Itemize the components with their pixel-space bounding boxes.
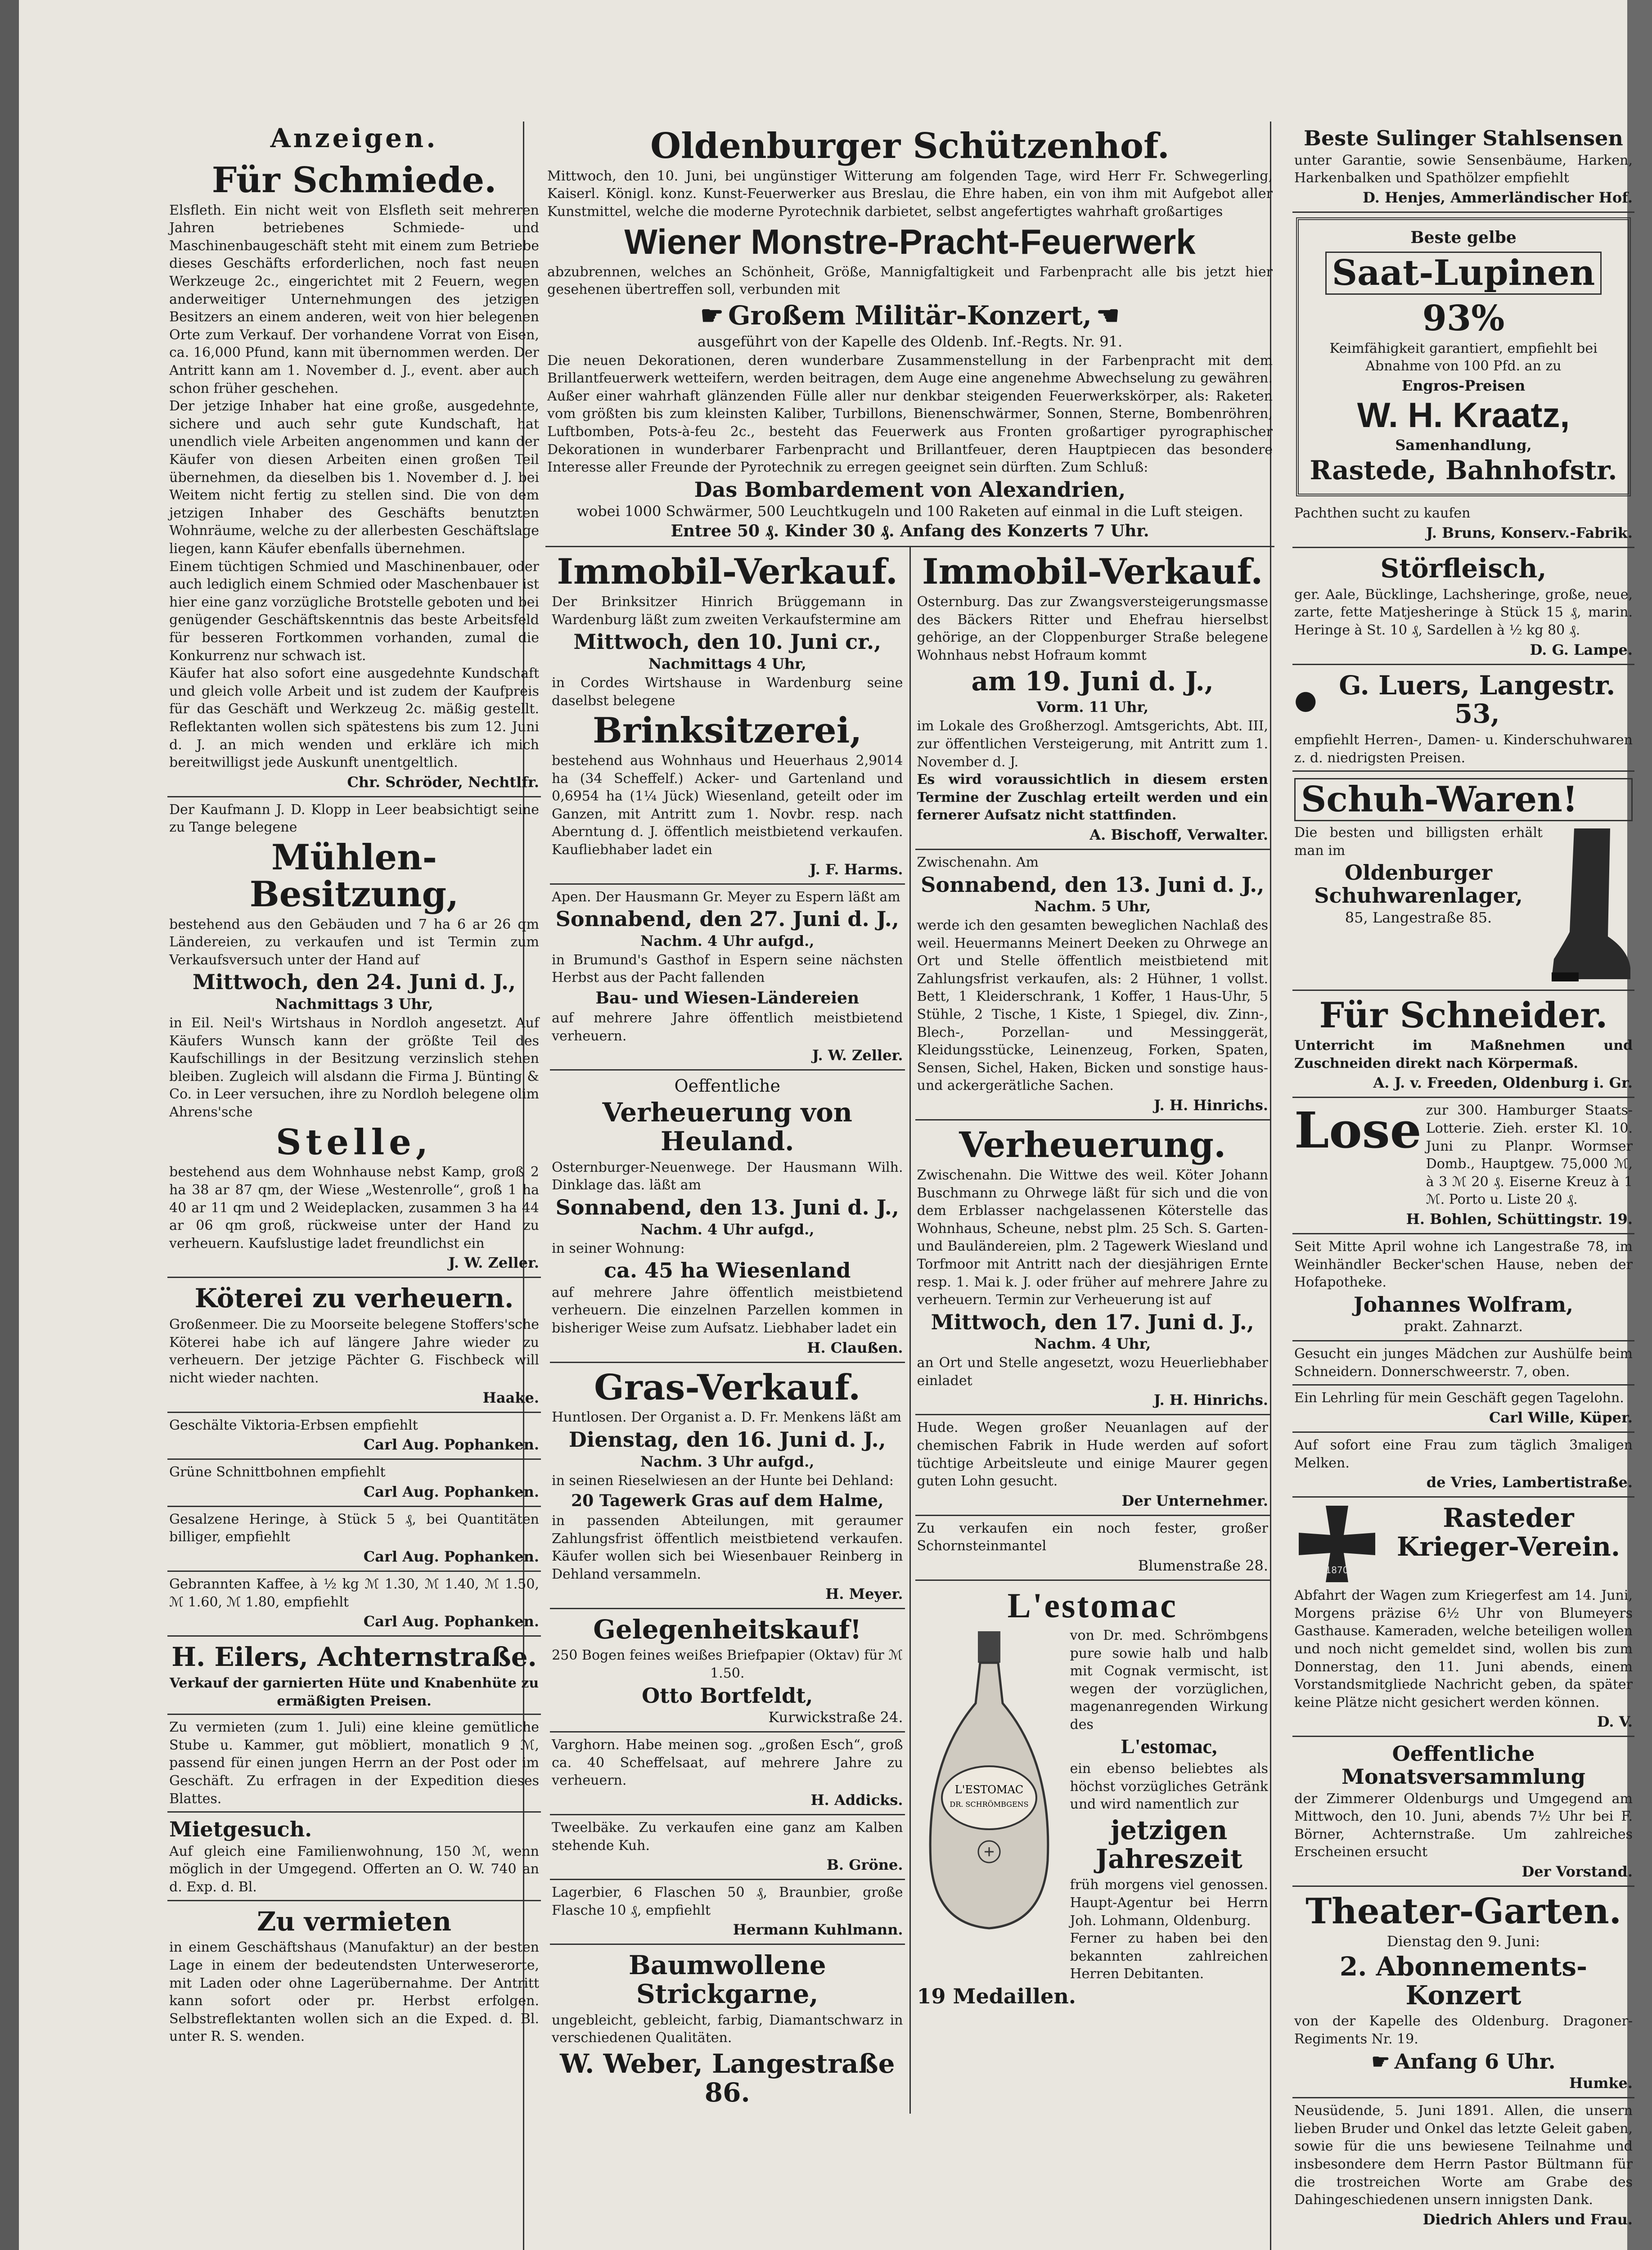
ad-bombardement-text: wobei 1000 Schwärmer, 500 Leuchtkugeln und 100 Raketen auf einmal in die Luft steigen. [576,503,1243,520]
ad-gras-time: Nachm. 3 Uhr aufgd., [640,1453,815,1470]
ad-baumwolle-text: ungebleicht, gebleicht, farbig, Diamantschwarz in verschiedenen Qualitäten. [552,2012,903,2046]
pointing-hand-left-icon: ☛ [700,300,724,331]
ad-konzert-headline-row [547,302,1273,330]
ad-baumwolle-signature: W. Weber, Langestraße 86. [559,2048,895,2108]
ad-immobil-osternburg [915,547,1270,850]
column-2-subcolumns [545,547,1274,2113]
ad-heuland-text-2: in seiner Wohnung: [552,1240,685,1256]
ad-tweelbaeke-signature: B. Gröne. [826,1856,903,1874]
ad-immobil-osternburg-headline: Immobil-Verkauf. [922,551,1263,593]
column-1 [167,122,541,2049]
ad-theater-time-row [1294,2050,1633,2073]
ad-monatsversammlung-text: der Zimmerer Oldenburgs und Umgegend am Mittwoch, den 10. Juni, abends 7½ Uhr bei F. Börner, Achternstraße. Um zahlreiches Erscheinen ersucht [1294,1791,1633,1860]
ad-gelegenheit-signature: Otto Bortfeldt, [642,1683,813,1708]
ad-kaffee [167,1572,541,1637]
ad-gelegenheit-headline: Gelegenheitskauf! [593,1614,862,1645]
ad-schuhwaren [1292,772,1634,991]
ad-vermieten-2-text: in einem Geschäftshaus (Manufaktur) an der besten Lage in einem der bedeutendsten Unterweserorte, mit Laden oder ohne Lagerübernahme. Der Antritt kann sofort oder pr. Herbst erfolgen. Selbstreflektanten wollen sich an die Exped. d. Bl. unter R. S. wenden. [169,1940,539,2045]
ad-tweelbaeke-text: Tweelbäke. Zu verkaufen eine ganz am Kalben stehende Kuh. [552,1819,903,1854]
ad-zwischenahn [915,850,1270,1120]
ad-heringe-text: Gesalzene Heringe, à Stück 5 ₰, bei Quantitäten billiger, empfiehlt [169,1511,539,1545]
ad-immobil-osternburg-date: am 19. Juni d. J., [971,666,1214,697]
ad-gras-signature: H. Meyer. [825,1585,903,1602]
ad-immobil-wardenburg-date: Mittwoch, den 10. Juni cr., [573,630,882,654]
bottle-label-text-2: DR. SCHRÖMBGENS [949,1800,1029,1809]
ad-hude [915,1415,1270,1516]
ad-schmiede [167,156,541,797]
ad-apen-text-2: in Brumund's Gasthof in Espern seine nächsten Herbst aus der Pacht fallenden [552,952,903,986]
ad-melken [1292,1433,1634,1498]
ad-gras-text-3: in passenden Abteilungen, mit geraumer Zahlungsfrist öffentlich meistbietend verkaufen. Käufer wollen sich bei Wiesenbauer Reinberg in Dehland versammeln. [552,1513,903,1582]
ad-estomac [915,1581,1270,2013]
ad-lose-signature: H. Bohlen, Schüttingstr. 19. [1406,1210,1633,1228]
pointing-hand-right-icon: ☚ [1096,300,1120,331]
ad-estomac-text: von Dr. med. Schrömbgens pure sowie halb und halb mit Cognak vermischt, ist wegen der vorzüglichen, magenanregenden Wirkung des [1070,1627,1268,1732]
ad-theater-signature: Humke. [1569,2074,1633,2092]
ad-heuland-pre: Oeffentliche [674,1076,780,1096]
ad-bohnen-text: Grüne Schnittbohnen empfiehlt [169,1464,386,1480]
ad-melken-signature: de Vries, Lambertistraße. [1426,1474,1633,1491]
ad-luers-text: empfiehlt Herren-, Damen- u. Kinderschuhwaren z. d. niedrigsten Preisen. [1294,732,1633,766]
ad-danksagung-text: Neusüdende, 5. Juni 1891. Allen, die unsern lieben Bruder und Onkel das letzte Geleit gaben, sowie für die uns bewiesene Teilnahme und insbesondere dem Herrn Pastor Bültmann für die trostreichen Worte am Grabe des Dahingeschiedenen unsern innigsten Dank. [1294,2103,1633,2208]
ad-koeterei-headline: Köterei zu verheuern. [194,1283,514,1314]
iron-cross-year: 1870 [1325,1565,1349,1576]
ad-heuland-text: Osternburger-Neuenwege. Der Hausmann Wilh. Dinklage das. läßt am [552,1159,903,1193]
ad-estomac-name: L'estomac, [1121,1735,1217,1758]
ad-schornstein [915,1516,1270,1581]
ad-luers-headline: G. Luers, Langestr. 53, [1339,670,1616,729]
ad-brinksitzerei-text: bestehend aus Wohnhaus und Heuerhaus 2,9014 ha (34 Scheffelf.) Acker- und Gartenland und 0,6954 ha (1¼ Jück) Wiesenland, geteilt oder im Ganzen, mit Antritt zum 1. Novbr. resp. nach Aberntung d. J. öffentlich meistbietend verkaufen. Kaufliebhaber ladet ein [552,753,903,858]
ad-estomac-headline: L'estomac [1007,1586,1178,1625]
ad-gras-text-2: in seinen Rieselwiesen an der Hunte bei Dehland: [552,1472,894,1489]
ad-baumwolle-headline: Baumwollene Strickgarne, [628,1950,826,2010]
ad-varghorn [550,1732,905,1815]
ad-wolfram-signature: Johannes Wolfram, [1353,1292,1574,1317]
ad-konzert-headline: Großem Militär-Konzert, [728,300,1092,331]
ad-lupinen [1296,217,1631,497]
ad-estomac-text-block [1070,1627,1269,1983]
ad-mietgesuch-text: Auf gleich eine Familienwohnung, 150 ℳ, wenn möglich in der Umgegend. Offerten an O. W. 740 an d. Exp. d. Bl. [169,1843,539,1895]
ad-muehle-text: bestehend aus den Gebäuden und 7 ha 6 ar 26 qm Ländereien, zu verkaufen und ist Termin zum Verkaufsversuch unter der Hand auf [169,916,539,968]
ad-wolfram-text: Seit Mitte April wohne ich Langestraße 78, im Weinhändler Becker'schen Hause, neben der Hofapotheke. [1294,1238,1633,1291]
ad-lagerbier-text: Lagerbier, 6 Flaschen 50 ₰, Braunbier, große Flasche 10 ₰, empfiehlt [552,1885,903,1918]
ad-erbsen [167,1413,541,1460]
ad-heringe-signature: Carl Aug. Pophanken. [363,1548,539,1565]
ad-lupinen-firm: W. H. Kraatz, [1357,395,1570,435]
ad-estomac-text-2: ein ebenso beliebtes als höchst vorzügliches Getränk und wird namentlich zur [1070,1761,1268,1813]
ad-immobil-osternburg-text-3: Es wird voraussichtlich in diesem ersten Termine der Zuschlag erteilt werden und ein fernerer Aufsatz nicht stattfinden. [917,772,1268,824]
ad-pachthen-signature: J. Bruns, Konserv.-Fabrik. [1426,524,1633,542]
ad-apen-signature: J. W. Zeller. [812,1047,903,1064]
ad-heuland-headline: Verheuerung von Heuland. [602,1097,852,1156]
ad-muehle-headline: Mühlen-Besitzung, [249,837,459,915]
ad-lose-headline: Lose [1294,1101,1422,1160]
ad-erbsen-signature: Carl Aug. Pophanken. [363,1436,539,1454]
ad-vermieten-1 [167,1715,541,1813]
ad-verheuerung-text-2: an Ort und Stelle angesetzt, wozu Heuerliebhaber einladet [917,1355,1268,1389]
ad-hude-signature: Der Unternehmer. [1121,1492,1268,1509]
ad-zwischenahn-date: Sonnabend, den 13. Juni d. J., [921,872,1265,897]
column-2 [545,122,1274,2114]
ad-immobil-wardenburg-headline: Immobil-Verkauf. [557,551,898,593]
ad-immobil-wardenburg [550,547,905,884]
bottle-label-text: L'ESTOMAC [954,1783,1023,1796]
ad-stoerfleisch-text: ger. Aale, Bücklinge, Lachsheringe, große, neue, zarte, fette Matjesheringe à Stück 15 ₰, marin. Heringe à St. 10 ₰, Sardellen à ½ kg 80 ₰. [1294,586,1633,639]
ad-lose [1292,1098,1634,1234]
ad-bohnen [167,1460,541,1507]
ad-lupinen-pre: Beste gelbe [1410,228,1517,247]
ad-schornstein-address: Blumenstraße 28. [1138,1557,1268,1575]
ad-schuhwaren-headline: Schuh-Waren! [1294,778,1633,821]
ad-vermieten-2 [167,1901,541,2049]
ad-erbsen-text: Geschälte Viktoria-Erbsen empfiehlt [169,1417,418,1433]
ad-immobil-wardenburg-text: Der Brinksitzer Hinrich Brüggemann in Wardenburg läßt zum zweiten Verkaufstermine am [552,594,903,628]
ad-muehle [167,797,541,1278]
ad-apen-land: Bau- und Wiesen-Ländereien [595,988,860,1008]
ad-kaffee-text: Gebrannten Kaffee, à ½ kg ℳ 1.30, ℳ 1.40, ℳ 1.50, ℳ 1.60, ℳ 1.80, empfiehlt [169,1576,539,1610]
ad-stelle-text: bestehend aus dem Wohnhause nebst Kamp, groß 2 ha 38 ar 87 qm, der Wiese „Westenrolle“, groß 1 ha 40 ar 11 qm und 2 Weideplacken, zusammen 3 ha 44 ar 06 qm groß, rückweise unter der Hand zu verheuern. Kaufslustige ladet freundlichst ein [169,1164,539,1251]
ad-heuland-signature: H. Claußen. [807,1339,903,1356]
ad-krieger-signature: D. V. [1597,1713,1633,1731]
ad-schuetzenhof-headline: Oldenburger Schützenhof. [650,126,1170,166]
ad-verheuerung-text: Zwischenahn. Die Wittwe des weil. Köter Johann Buschmann zu Ohrwege läßt für sich und die von dem Erblasser nachgelassenen Köterstelle das Wohnhaus, Scheune, nebst plm. 25 Sch. S. Garten- und Bauländereien, plm. 2 Tagewerk Wiesland und Torfmoor mit Antritt nach der diesjährigen Ernte resp. 1. Mai k. J. oder früher auf mehrere Jahre zu verheuern. Termin zur Verheuerung ist auf [917,1167,1268,1308]
ad-theater-text: von der Kapelle des Oldenburg. Dragoner-Regiments Nr. 19. [1294,2013,1633,2048]
ad-monatsversammlung [1292,1737,1634,1887]
ad-brinksitzerei-signature: J. F. Harms. [809,860,903,878]
ad-zwischenahn-text-2: werde ich den gesamten beweglichen Nachlaß des weil. Heuermanns Meinert Deeken zu Ohrwege an Ort und Stelle öffentlich meistbietend mit Zahlungsfrist verkaufen, als: 2 Hühner, 1 vollst. Bett, 1 Kleiderschrank, 1 Koffer, 1 Haus-Uhr, 5 Stühle, 2 Tische, 1 Kiste, 1 Spiegel, div. Zinn-, Blech-, Porzellan- und Messinggerät, Kleidungsstücke, Leinenzeug, Forken, Spaten, Sensen, Sichel, Haken, Bicken und sonstige haus- und ackergerätliche Sachen. [917,918,1268,1094]
ad-monatsversammlung-signature: Der Vorstand. [1521,1863,1633,1880]
ad-estomac-season: jetzigen Jahreszeit [1095,1814,1242,1874]
ad-verheuerung-headline: Verheuerung. [959,1125,1226,1166]
ad-entree: Entree 50 ₰. Kinder 30 ₰. Anfang des Konzerts 7 Uhr. [671,522,1149,541]
ad-eilers-headline: H. Eilers, Achternstraße. [171,1642,537,1673]
ad-estomac-body [917,1627,1269,1983]
ad-danksagung-signature: Diedrich Ahlers und Frau. [1422,2210,1633,2228]
ad-krieger-body [1294,1501,1633,1587]
ad-schneider-text: Unterricht im Maßnehmen und Zuschneiden direkt nach Körpermaß. [1294,1038,1633,1071]
ad-melken-text: Auf sofort eine Frau zum täglich 3maligen Melken. [1294,1437,1633,1471]
ad-heuland-time: Nachm. 4 Uhr aufgd., [640,1220,815,1238]
ad-feuerwerk-text: abzubrennen, welches an Schönheit, Größe, Mannigfaltigkeit und Farbenpracht alle bis jetzt hier gesehenen übertreffen soll, verbunden mit [547,264,1273,298]
ad-estomac-text-3: früh morgens viel genossen. Haupt-Agentur bei Herrn Joh. Lohmann, Oldenburg. [1070,1877,1268,1929]
ad-sulinger-headline: Beste Sulinger Stahlsensen [1304,126,1623,150]
binding-edge-left [0,0,19,2250]
ad-apen [550,885,905,1071]
ad-schmiede-text-4: Käufer hat also sofort eine ausgedehnte Kundschaft und gleich volle Arbeit und ist zudem der Kaufpreis für das Geschäft und Werkzeug 2c. mäßig gestellt. Reflektanten wollen sich spätestens bis zum 12. Juni d. J. an mich wenden und erkläre ich mich bereitwilligst jede Auskunft unentgeltlich. [169,666,539,771]
ad-gras-headline: Gras-Verkauf. [594,1367,861,1408]
ad-luers [1292,665,1634,772]
ad-gras-amount: 20 Tagewerk Gras auf dem Halme, [571,1491,884,1511]
ad-danksagung [1292,2098,1634,2233]
ad-krieger [1292,1498,1634,1737]
ad-schmiede-text-3: Einem tüchtigen Schmied und Maschinenbauer, oder auch lediglich einem Schmied oder Maschenbauer ist hier eine ganz vorzügliche Brotstelle geboten und bei genügender Geschäftskenntnis das beste Arbeitsfeld für besseren Fortkommen vorhanden, zumal die Konkurrenz nur schwach ist. [169,558,539,664]
ad-muehle-intro: Der Kaufmann J. D. Klopp in Leer beabsichtigt seine zu Tange belegene [169,801,539,836]
estomac-bottle-icon [917,1627,1061,1933]
ad-lupinen-engros: Engros-Preisen [1401,377,1526,394]
ad-lagerbier [550,1880,905,1945]
ad-zwischenahn-time: Nachm. 5 Uhr, [1034,898,1151,915]
ad-schuetzenhof [545,122,1274,547]
ad-stelle-headline: Stelle, [275,1121,433,1163]
ad-lose-body [1294,1102,1633,1209]
ad-hude-text: Hude. Wegen großer Neuanlagen auf der chemischen Fabrik in Hude werden auf sofort tüchtige Arbeitsleute und einige Maurer gegen guten Lohn gesucht. [917,1420,1268,1490]
ad-stoerfleisch-signature: D. G. Lampe. [1530,641,1633,658]
ad-koeterei-signature: Haake. [482,1389,539,1406]
ad-heuland [550,1071,905,1363]
ad-lehrling [1292,1386,1634,1433]
ad-verheuerung [915,1120,1270,1415]
ad-immobil-osternburg-signature: A. Bischoff, Verwalter. [1089,826,1268,843]
ad-wolfram-title: prakt. Zahnarzt. [1404,1318,1523,1335]
bottle-illustration [917,1627,1066,1983]
ad-schmiede-text-2: Der jetzige Inhaber hat eine große, ausgedehnte, sichere und auch sehr gute Kundschaft, hat unendlich viele Arbeiten angenommen und kann der Käufer von diesen Arbeiten einen großen Teil übernehmen, da dieselben bis 1. November d. J. bei Weitem nicht fertig zu stellen sind. Die von dem jetzigen Inhaber des Geschäfts benutzten Wohnräume, welche zu der allerbesten Geschäftslage liegen, kann Käufer ebenfalls übernehmen. [169,398,539,557]
ad-schmiede-text: Elsfleth. Ein nicht weit von Elsfleth seit mehreren Jahren betriebenes Schmiede- und Maschinenbaugeschäft steht mit einem zum Betriebe dieses Geschäfts erforderlichen, noch fast neuen Werkzeuge 2c., eingerichtet mit 2 Feuern, wegen anderweitiger Unternehmungen des jetzigen Besitzers an einem anderen, weit von hier belegenen Orte zum Verkauf. Der vorhandene Vorrat von Eisen, ca. 16,000 Pfund, kann mit übernommen werden. Der Antritt kann am 1. November d. J., event. aber auch schon früher geschehen. [169,202,539,396]
ad-apen-time: Nachm. 4 Uhr aufgd., [640,932,815,950]
ad-konzert-text-2: Die neuen Dekorationen, deren wunderbare Zusammenstellung in der Farbenpracht mit dem Brillantfeuerwerk wetteifern, werden beitragen, dem Auge eine angenehme Abwechselung zu gewähren. Außer einer wahrhaft glänzenden Fülle aller nur denkbar steigenden Feuerwerkskörper, als: Raketen vom größten bis zum kleinsten Kaliber, Turbillons, Bienenschwärmer, Sonnen, Sterne, Bombenröhren, Luftbomben, Pots-à-feu 2c., besteht das Feuerwerk aus Fronten großartiger pyrographischer Dekorationen in wunderbarer Farbenpracht und Brillantfeuer, deren Hauptpiecen das besondere Interesse aller Freunde der Pyrotechnik zu erregen geeignet sein dürften. Zum Schluß: [547,352,1273,476]
ad-bohnen-signature: Carl Aug. Pophanken. [363,1483,539,1500]
ad-koeterei [167,1278,541,1413]
ad-muehle-date: Mittwoch, den 24. Juni d. J., [192,970,516,994]
page-title: Anzeigen. [270,123,438,153]
ad-pachthen [1292,501,1634,548]
ad-lupinen-percent: 93% [1422,297,1505,339]
ad-gras [550,1363,905,1609]
ad-lupinen-text: Keimfähigkeit garantiert, empfiehlt bei Abnahme von 100 Pfd. an zu [1329,340,1598,374]
ad-schneider-headline: Für Schneider. [1319,995,1608,1036]
ad-schuhwaren-text-block [1294,824,1543,986]
ad-muehle-text-2: in Eil. Neil's Wirtshaus in Nordloh angesetzt. Auf Käufers Wunsch kann der größte Teil des Kaufschillings in der Besitzung verzinslich stehen bleiben. Zugleich will alsdann die Firma J. Bünting & Co. in Leer versuchen, ihre zu Nordloh belegene olim Ahrens'sche [169,1015,539,1120]
ad-lehrling-signature: Carl Wille, Küper. [1489,1409,1633,1426]
ad-heringe [167,1507,541,1572]
ad-schuhwaren-firm: Oldenburger Schuhwarenlager, [1314,860,1523,908]
ad-schornstein-text: Zu verkaufen ein noch fester, großer Schornsteinmantel [917,1520,1268,1554]
ad-estomac-text-4: Ferner zu haben bei den bekannten zahlreichen Herren Debitanten. [1070,1930,1268,1982]
ad-brinksitzerei-headline: Brinksitzerei, [593,710,862,752]
ad-baumwolle [550,1945,905,2113]
ad-varghorn-text: Varghorn. Habe meinen sog. „großen Esch“, groß ca. 40 Scheffelsaat, auf mehrere Jahre zu verheuern. [552,1737,903,1789]
ad-schneider-signature: A. J. v. Freeden, Oldenburg i. Gr. [1373,1074,1633,1092]
ad-verheuerung-time: Nachm. 4 Uhr, [1034,1335,1151,1353]
ad-gesucht-text: Gesucht ein junges Mädchen zur Aushülfe beim Schneidern. Donnerschweerstr. 7, oben. [1294,1346,1633,1380]
ad-schneider [1292,991,1634,1098]
ad-gelegenheit [550,1609,905,1733]
ad-stoerfleisch [1292,548,1634,665]
ad-lehrling-text: Ein Lehrling für mein Geschäft gegen Tagelohn. [1294,1390,1624,1406]
ad-apen-text: Apen. Der Hausmann Gr. Meyer zu Espern läßt am [552,889,900,905]
ad-estomac-medals: 19 Medaillen. [917,1984,1076,2009]
ad-eilers [167,1637,541,1715]
ad-monatsversammlung-headline: Oeffentliche Monatsversammlung [1341,1742,1585,1789]
ad-zwischenahn-signature: J. H. Hinrichs. [1153,1097,1268,1114]
ad-muehle-time: Nachmittags 3 Uhr, [275,995,433,1013]
ad-heuland-text-3: auf mehrere Jahre öffentlich meistbietend verheuern. Die einzelnen Parzellen kommen in bisheriger Weise zum Aufsatz. Liebhaber ladet ein [552,1284,903,1336]
ad-theater-date: Dienstag den 9. Juni: [1386,1932,1540,1950]
ad-gesucht [1292,1341,1634,1386]
column-3 [1292,122,1634,2233]
ad-schmiede-signature: Chr. Schröder, Nechtlfr. [347,773,539,791]
ad-heuland-date: Sonnabend, den 13. Juni d. J., [555,1195,899,1220]
ad-zwischenahn-text: Zwischenahn. Am [917,854,1039,870]
ad-lagerbier-signature: Hermann Kuhlmann. [733,1921,903,1939]
ad-theater-time: Anfang 6 Uhr. [1394,2049,1556,2074]
ad-sulinger-text: unter Garantie, sowie Sensenbäume, Harken, Harkenbalken und Spathölzer empfiehlt [1294,152,1633,186]
ad-theater-headline: Theater-Garten. [1305,1890,1621,1932]
ad-krieger-headline: Rasteder Krieger-Verein. [1396,1503,1620,1562]
ad-konzert-text: ausgeführt von der Kapelle des Oldenb. Inf.-Regts. Nr. 91. [697,333,1123,350]
ad-immobil-osternburg-text: Osternburg. Das zur Zwangsversteigerungsmasse des Bäckers Ritter und Ehefrau hierselbst gehörige, an der Cloppenburger Straße belegene Wohnhaus nebst Hofraum kommt [917,594,1268,663]
ad-immobil-osternburg-time: Vorm. 11 Uhr, [1036,698,1149,716]
ad-verheuerung-date: Mittwoch, den 17. Juni d. J., [931,1310,1254,1334]
ad-tweelbaeke [550,1815,905,1880]
ad-bombardement: Das Bombardement von Alexandrien, [694,477,1126,502]
boot-icon [1543,824,1633,986]
ad-lupinen-city: Rastede, Bahnhofstr. [1310,454,1617,486]
ad-stoerfleisch-headline: Störfleisch, [1380,553,1547,584]
ad-immobil-wardenburg-text-2: in Cordes Wirtshause in Wardenburg seine daselbst belegene [552,675,903,709]
ad-gras-text: Huntlosen. Der Organist a. D. Fr. Menkens läßt am [552,1409,902,1426]
ad-immobil-osternburg-text-2: im Lokale des Großherzogl. Amtsgerichts, Abt. III, zur öffentlichen Versteigerung, mit Antritt zum 1. November d. J. [917,718,1268,770]
ad-kaffee-signature: Carl Aug. Pophanken. [363,1613,539,1630]
newspaper-page [19,0,1633,2250]
ad-wolfram [1292,1234,1634,1341]
column-2-right [911,547,1275,2113]
ad-heuland-amount: ca. 45 ha Wiesenland [604,1258,851,1283]
ad-luers-headline-row [1294,671,1633,729]
ad-schuhwaren-body [1294,824,1633,986]
pointing-hand-icon: ☛ [1371,2049,1390,2074]
ad-theater-concert: 2. Abonnements-Konzert [1339,1951,1588,2011]
ad-schuhwaren-address: 85, Langestraße 85. [1345,909,1492,926]
bullet-icon: ● [1294,684,1317,715]
ad-mietgesuch [167,1813,541,1901]
ad-schuhwaren-text: Die besten und billigsten erhält man im [1294,825,1543,859]
ad-vermieten-2-headline: Zu vermieten [257,1906,452,1937]
ad-gelegenheit-text: 250 Bogen feines weißes Briefpapier (Oktav) für ℳ 1.50. [552,1647,903,1681]
ad-theater [1292,1887,1634,2098]
ad-sulinger-signature: D. Henjes, Ammerländischer Hof. [1363,189,1633,206]
ad-vermieten-1-text: Zu vermieten (zum 1. Juli) eine kleine gemütliche Stube u. Kammer, gut möbliert, monatlich 9 ℳ, passend für einen jungen Herrn an der Post oder im Geschäft. Zu erfragen in der Expedition dieses Blattes. [169,1719,539,1807]
ad-krieger-text: Abfahrt der Wagen zum Kriegerfest am 14. Juni, Morgens präzise 6½ Uhr von Blumeyers Gasthause. Kameraden, welche beteiligen wollen und noch nicht gemeldet sind, wollen bis zum Donnerstag, den 11. Juni abends, einem Vorstandsmitgliede Nachricht geben, da später keine Plätze nicht gesichert werden können. [1294,1588,1633,1710]
ad-eilers-text: Verkauf der garnierten Hüte und Knabenhüte zu ermäßigten Preisen. [169,1675,539,1709]
ad-apen-text-3: auf mehrere Jahre öffentlich meistbietend verheuern. [552,1010,903,1044]
ad-lupinen-headline: Saat-Lupinen [1325,252,1602,295]
ad-koeterei-text: Großenmeer. Die zu Moorseite belegene Stoffers'sche Köterei habe ich auf längere Jahre wieder zu verheuern. Der jetzige Pächter G. Fischbeck will nicht wieder nachten. [169,1317,539,1386]
ad-gelegenheit-address: Kurwickstraße 24. [768,1709,903,1726]
ad-gras-date: Dienstag, den 16. Juni d. J., [568,1427,886,1452]
ad-immobil-wardenburg-time: Nachmittags 4 Uhr, [648,655,806,672]
ad-lose-text: zur 300. Hamburger Staats-Lotterie. Zieh. erster Kl. 10. Juni zu Planpr. Wormser Domb., Hauptgew. 75,000 ℳ, à 3 ℳ 20 ₰. Eiserne Kreuz à 1 ℳ. Porto u. Liste 20 ₰. [1426,1102,1633,1208]
ad-varghorn-signature: H. Addicks. [810,1791,903,1809]
ad-pachthen-text: Pachthen sucht zu kaufen [1294,505,1471,522]
ad-apen-date: Sonnabend, den 27. Juni d. J., [555,907,899,932]
ad-mietgesuch-headline: Mietgesuch. [169,1817,312,1842]
column-2-left [545,547,911,2113]
ad-stelle-signature: J. W. Zeller. [448,1254,539,1272]
ad-sulinger [1292,122,1634,213]
ad-verheuerung-signature: J. H. Hinrichs. [1153,1391,1268,1409]
ad-feuerwerk-headline: Wiener Monstre-Pracht-Feuerwerk [624,221,1196,261]
ad-lupinen-firm-2: Samenhandlung, [1395,436,1532,454]
ad-schuetzenhof-intro: Mittwoch, den 10. Juni, bei ungünstiger Witterung am folgenden Tage, wird Herr Fr. Schwegerling, Kaiserl. Königl. konz. Kunst-Feuerwerker aus Breslau, die Ehre haben, ein von ihm mit Aufgebot aller Kunstmittel, welche die moderne Pyrotechnik darbietet, selbst angefertigtes wahrhaft großartiges [547,168,1273,220]
iron-cross-icon [1294,1501,1380,1587]
ad-schmiede-headline: Für Schmiede. [212,159,497,201]
